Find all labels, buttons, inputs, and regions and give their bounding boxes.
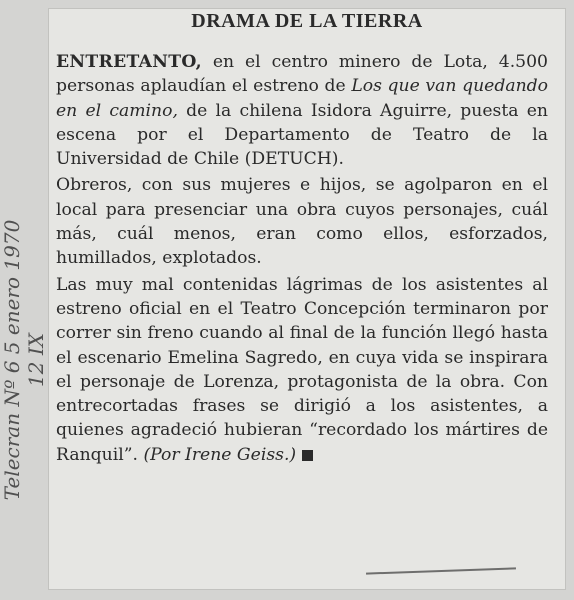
paragraph-3 xyxy=(56,273,548,467)
paragraph-1 xyxy=(56,50,548,171)
handwritten-annotation xyxy=(0,110,48,600)
lead-word: ENTRETANTO, xyxy=(56,52,202,72)
byline: (Por Irene Geiss.) xyxy=(143,444,297,465)
end-mark-icon xyxy=(302,450,313,461)
article-headline: DRAMA DE LA TIERRA xyxy=(191,10,423,32)
play-title: Los que van quedando en el camino, xyxy=(56,76,549,121)
paragraph-2: Obreros, con sus mujeres e hijos, se agolparon en el local para presenciar una obra cuyos personajes, cuál más, cuál menos, eran como ellos, esforzados, humillados, explotados. xyxy=(56,175,548,269)
paragraph-1-text-b: de la chilena Isidora Aguirre, puesta en escena por el Departamento de Teatro de la Universidad de Chile (DETUCH). xyxy=(56,100,548,170)
article-body xyxy=(56,50,548,469)
paragraph-1-text-a: en el centro minero de Lota, 4.500 personas aplaudían el estreno de xyxy=(56,52,548,97)
handwritten-line-1: Telecran Nº 6 5 enero 1970 xyxy=(0,219,24,501)
handwritten-line-2: 12 IX xyxy=(24,333,48,387)
paragraph-3-text: Las muy mal contenidas lágrimas de los asistentes al estreno oficial en el Teatro Concepción terminaron por correr sin freno cuando al final de la función llegó hasta el escenario Emelina Sagredo, en cuya vida se inspirara el personaje de Lorenza, protagonista de la obra. Con entrecortadas frases se dirigió a los asistentes, a quienes agradeció hubieran “recordado los mártires de Ranquil”. xyxy=(56,274,548,465)
